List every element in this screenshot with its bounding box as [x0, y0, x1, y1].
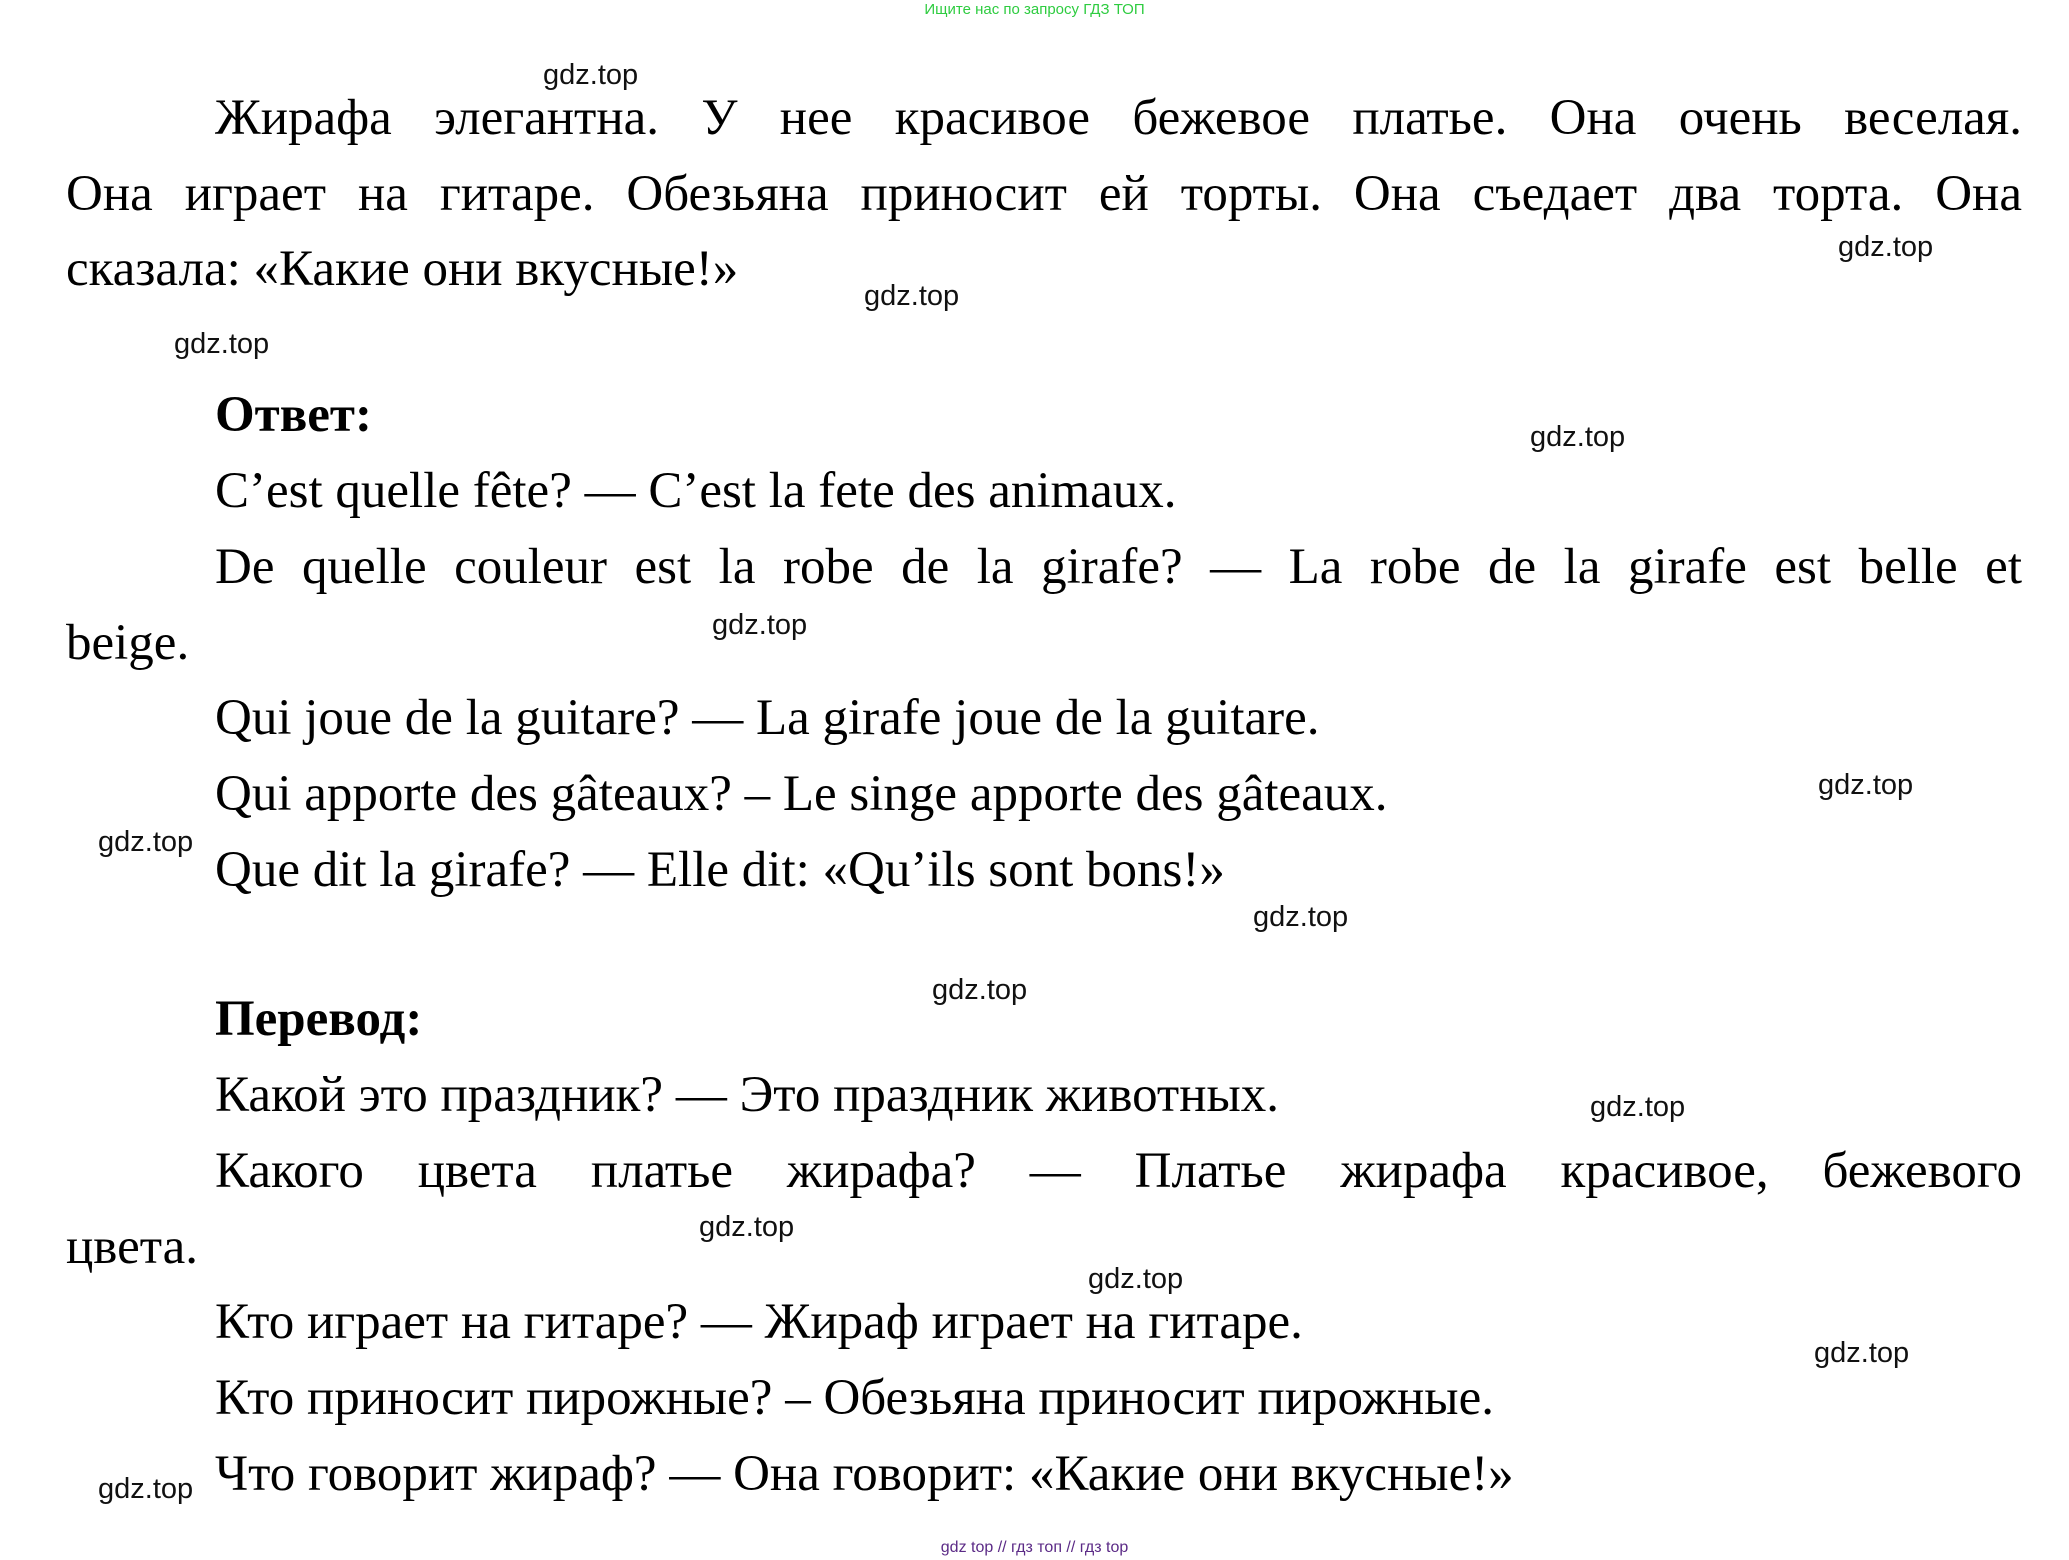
answer-heading: Ответ:: [215, 387, 372, 443]
translation-line-2a: Какого цвета платье жирафа? — Платье жирафа красивое, бежевого: [215, 1143, 2022, 1199]
translation-line-4: Кто приносит пирожные? – Обезьяна приносит пирожные.: [215, 1370, 1494, 1426]
watermark: gdz.top: [543, 59, 639, 91]
translation-line-3: Кто играет на гитаре? — Жираф играет на гитаре.: [215, 1294, 1303, 1350]
watermark: gdz.top: [1590, 1091, 1686, 1123]
watermark: gdz.top: [1530, 421, 1626, 453]
watermark: gdz.top: [1088, 1263, 1184, 1295]
watermark: gdz.top: [932, 974, 1028, 1006]
answer-line-4: Qui apporte des gâteaux? – Le singe apporte des gâteaux.: [215, 766, 1388, 822]
watermark: gdz.top: [1814, 1337, 1910, 1369]
watermark: gdz.top: [1253, 901, 1349, 933]
footer-links: gdz top // гдз топ // гдз top: [940, 1539, 1129, 1556]
answer-line-5: Que dit la girafe? — Elle dit: «Qu’ils sont bons!»: [215, 842, 1225, 898]
watermark: gdz.top: [98, 1473, 194, 1505]
story-line-2: Она играет на гитаре. Обезьяна приносит ей торты. Она съедает два торта. Она: [66, 166, 2022, 222]
answer-line-1: C’est quelle fête? — C’est la fete des animaux.: [215, 463, 1177, 519]
watermark: gdz.top: [174, 328, 270, 360]
watermark: gdz.top: [98, 826, 194, 858]
answer-line-2b: beige.: [66, 615, 190, 671]
translation-line-2b: цвета.: [66, 1219, 199, 1275]
watermark: gdz.top: [864, 280, 960, 312]
top-banner: Ищите нас по запросу ГДЗ ТОП: [924, 1, 1145, 18]
answer-line-2a: De quelle couleur est la robe de la girafe? — La robe de la girafe est belle et: [215, 539, 2022, 595]
watermark: gdz.top: [1838, 231, 1934, 263]
translation-line-5: Что говорит жираф? — Она говорит: «Какие они вкусные!»: [215, 1446, 1514, 1502]
watermark: gdz.top: [712, 609, 808, 641]
answer-line-3: Qui joue de la guitare? — La girafe joue de la guitare.: [215, 690, 1320, 746]
translation-line-1: Какой это праздник? — Это праздник животных.: [215, 1067, 1280, 1123]
watermark: gdz.top: [1818, 769, 1914, 801]
story-line-1: Жирафа элегантна. У нее красивое бежевое платье. Она очень веселая.: [215, 90, 2022, 146]
watermark: gdz.top: [699, 1211, 795, 1243]
story-line-3: сказала: «Какие они вкусные!»: [66, 241, 739, 297]
translation-heading: Перевод:: [215, 991, 423, 1047]
